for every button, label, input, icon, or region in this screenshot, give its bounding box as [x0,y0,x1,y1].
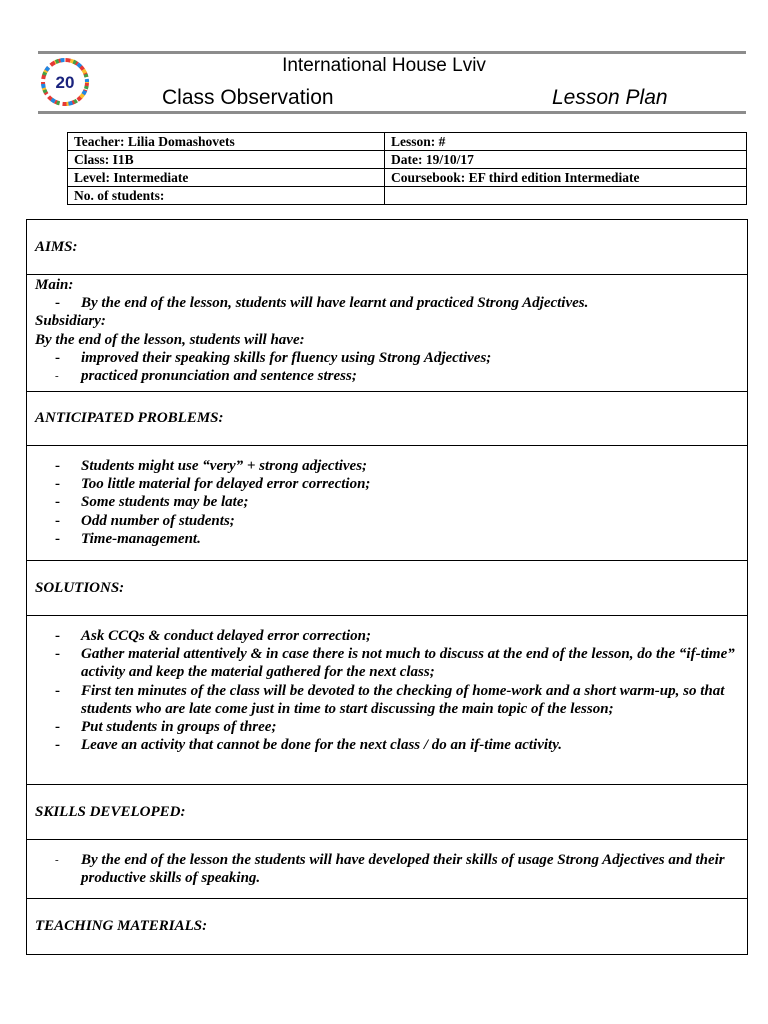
class-cell: Class: I1B [68,151,385,169]
list-marker: - [55,530,60,547]
students-cell: No. of students: [68,187,385,205]
list-marker: - [55,458,60,474]
table-row [68,187,747,205]
top-rule [38,51,746,54]
list-item: - Some students may be late; [55,494,249,511]
main-aims-list [35,294,739,312]
skills-section-header [27,785,747,840]
solutions-section-header [27,561,747,616]
list-item: - practiced pronunciation and sentence stress; [55,368,357,385]
list-item: - By the end of the lesson the students will have developed their skills of usage Strong Adjectives and their productive skills of speaking. [55,852,725,887]
lesson-plan-table [26,219,748,955]
class-observation-title: Class Observation [162,86,334,109]
list-marker: - [55,854,59,866]
lesson-cell: Lesson: # [385,133,747,151]
table-row [68,151,747,169]
list-marker: - [55,737,60,754]
skills-heading: SKILLS DEVELOPED: [35,803,186,820]
bottom-rule [38,111,746,114]
problems-heading: ANTICIPATED PROBLEMS: [35,410,224,427]
empty-cell [385,187,747,205]
skills-list [35,851,739,887]
lesson-info-table [67,132,747,205]
solutions-list [35,627,739,754]
problems-list [35,457,739,548]
list-marker: - [55,719,60,736]
list-marker: - [55,494,60,511]
problems-section-body [27,446,747,561]
list-marker: - [55,370,59,383]
table-row [68,133,747,151]
logo-number: 20 [55,73,75,92]
list-marker: - [55,349,60,366]
problems-section-header [27,392,747,446]
list-item: - By the end of the lesson, students will have learnt and practiced Strong Adjectives. [55,295,589,312]
list-marker: - [55,476,60,493]
solutions-section-body [27,616,747,785]
materials-section-header [27,899,747,954]
list-marker: - [55,628,60,644]
skills-section-body [27,840,747,899]
list-marker: - [55,295,60,312]
subsidiary-aim-label: Subsidiary: [35,313,106,330]
level-cell: Level: Intermediate [68,169,385,187]
coursebook-cell: Coursebook: EF third edition Intermediate [385,169,747,187]
list-item: - Students might use “very” + strong adjectives; [55,458,368,474]
list-marker: - [55,682,60,699]
subsidiary-intro: By the end of the lesson, students will have: [35,331,305,348]
main-aim-label: Main: [35,277,74,293]
date-cell: Date: 19/10/17 [385,151,747,169]
organization-name: International House Lviv [282,55,486,76]
list-item: - Leave an activity that cannot be done for the next class / do an if-time activity. [55,737,563,754]
subsidiary-aims-list [35,349,739,385]
aims-section-header [27,220,747,275]
list-marker: - [55,646,60,663]
list-item: - Ask CCQs & conduct delayed error correction; [55,628,371,644]
list-marker: - [55,512,60,529]
list-item: - Odd number of students; [55,512,235,529]
materials-heading: TEACHING MATERIALS: [35,918,208,935]
table-row [68,169,747,187]
solutions-heading: SOLUTIONS: [35,579,125,596]
list-item: - Too little material for delayed error correction; [55,476,371,493]
lesson-plan-title: Lesson Plan [552,86,668,109]
aims-section-body [27,275,747,392]
teacher-cell: Teacher: Lilia Domashovets [68,133,385,151]
aims-heading: AIMS: [35,238,78,255]
list-item: - First ten minutes of the class will be devoted to the checking of home-work and a short warm-up, so that students who are late come just in time to start discussing the main topic of the lesson; [55,682,725,717]
list-item: - Gather material attentively & in case there is not much to discuss at the end of the lesson, do the “if-time” activity and keep the material gathered for the next class; [55,646,735,681]
list-item: - Put students in groups of three; [55,719,277,736]
list-item: - Time-management. [55,530,201,547]
list-item: - improved their speaking skills for fluency using Strong Adjectives; [55,349,492,366]
